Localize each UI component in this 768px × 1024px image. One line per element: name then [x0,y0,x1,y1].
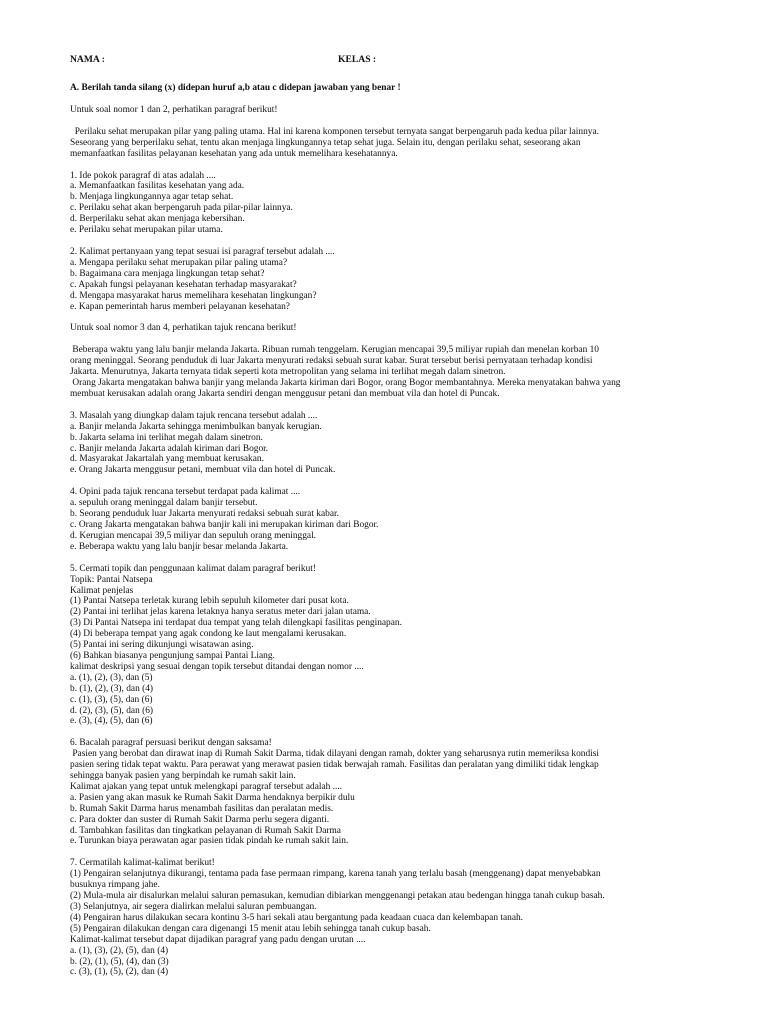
paragraph-1 [70,127,702,160]
answer-option[interactable]: c. Para dokter dan suster di Rumah Sakit Darma perlu segera diganti. [70,814,330,825]
answer-option[interactable]: b. Menjaga lingkungannya agar tetap sehat. [70,192,234,203]
paragraph-line: Jakarta. Menurutnya, Jakarta ternyata tidak seperti kota metropolitan yang selama ini terlihat megah dalam sinetron. [70,367,506,378]
answer-option[interactable]: a. Banjir melanda Jakarta sehingga menimbulkan banyak kerugian. [70,421,322,432]
answer-option[interactable]: d. (2), (3), (5), dan (6) [70,705,154,716]
sentence-item: (3) Di Pantai Natsepa ini terdapat dua tempat yang telah dilengkapi fasilitas penginapan. [70,618,402,629]
subheading: Kalimat penjelas [70,585,134,596]
question-4 [70,487,702,552]
question-stem: 4. Opini pada tajuk rencana tersebut terdapat pada kalimat .... [70,487,301,498]
question-stem: 2. Kalimat pertanyaan yang tepat sesuai isi paragraf tersebut adalah .... [70,246,335,257]
answer-option[interactable]: a. Mengapa perilaku sehat merupakan pilar paling utama? [70,257,288,268]
sentence-item: (4) Di beberapa tempat yang agak condong ke laut mengalami kerusakan. [70,629,347,640]
question-prompt: Kalimat-kalimat tersebut dapat dijadikan paragraf yang padu dengan urutan .... [70,934,366,945]
sentence-item: (4) Pengairan harus dilakukan secara kontinu 3-5 hari sekali atau bergantung pada keadaan cuaca dan kelembapan tanah. [70,912,524,923]
answer-option[interactable]: b. (2), (1), (5), (4), dan (3) [70,956,169,967]
question-1 [70,171,702,236]
intro-3-4: Untuk soal nomor 3 dan 4, perhatikan tajuk rencana berikut! [70,323,297,334]
sentence-item: (2) Pantai ini terlihat jelas karena letaknya hanya seratus meter dari jalan utama. [70,607,371,618]
question-stem: 1. Ide pokok paragraf di atas adalah .... [70,170,216,181]
answer-option[interactable]: e. Perilaku sehat merupakan pilar utama. [70,225,223,236]
sentence-item: (3) Selanjutnya, air segera dialirkan melalui saluran pembuangan. [70,902,317,912]
sentence-item: (5) Pantai ini sering dikunjungi wisatawan asing. [70,640,254,651]
question-stem: 6. Bacalah paragraf persuasi berikut dengan saksama! [70,738,272,749]
paragraph-line: Seseorang yang berperilaku sehat, tentu akan menjaga lingkungannya tetap sehat juga. Selain itu, dengan perilaku sehat, seseorang akan [70,137,581,148]
question-6 [70,738,702,847]
answer-option[interactable]: d. Berperilaku sehat akan menjaga kebersihan. [70,214,245,225]
answer-option[interactable]: e. Beberapa waktu yang lalu banjir besar melanda Jakarta. [70,541,289,552]
answer-option[interactable]: e. Turunkan biaya perawatan agar pasien tidak pindah ke rumah sakit lain. [70,836,349,847]
answer-option[interactable]: d. Kerugian mencapai 39,5 miliyar dan sepuluh orang meninggal. [70,530,317,541]
instruction: A. Berilah tanda silang (x) didepan huruf a,b atau c didepan jawaban yang benar ! [70,83,401,93]
answer-option[interactable]: d. Mengapa masyarakat harus memelihara kesehatan lingkungan? [70,290,317,301]
answer-option[interactable]: c. Banjir melanda Jakarta adalah kiriman dari Bogor. [70,443,269,454]
question-stem: 3. Masalah yang diungkap dalam tajuk rencana tersebut adalah .... [70,410,318,421]
answer-option[interactable]: a. (1), (3), (2), (5), dan (4) [70,945,169,956]
question-2 [70,247,702,312]
answer-option[interactable]: d. Tambahkan fasilitas dan tingkatkan pelayanan di Rumah Sakit Darma [70,825,341,836]
nama-label: NAMA : [70,54,105,65]
question-stem: 7. Cermatilah kalimat-kalimat berikut! [70,858,215,869]
answer-option[interactable]: a. sepuluh orang meninggal dalam banjir tersebut. [70,498,258,509]
answer-option[interactable]: c. (3), (1), (5), (2), dan (4) [70,967,169,978]
student-header [70,55,702,69]
kelas-label: KELAS : [338,54,377,65]
answer-option[interactable]: b. (1), (2), (3), dan (4) [70,683,154,694]
paragraph-line: Beberapa waktu yang lalu banjir melanda Jakarta. Ribuan rumah tenggelam. Kerugian mencapai 39,5 miliyar rupiah dan menelan korban 10 [70,345,599,356]
question-5 [70,564,702,728]
sentence-item: busuknya rimpang jahe. [70,880,160,891]
paragraph-line: sehingga banyak pasien yang berpindah ke rumah sakit lain. [70,771,296,782]
sentence-item: (2) Mula-mula air disalurkan melalui saluran pemasukan, kemudian dibiarkan menggenangi petakan atau bedengan hingga tanah cukup basah. [70,891,605,902]
worksheet-page [70,55,702,978]
answer-option[interactable]: e. (3), (4), (5), dan (6) [70,716,153,727]
paragraph-line: membuat kerusakan adalah orang Jakarta sendiri dengan menggusur petani dan membuat vila dan hotel di Puncak. [70,388,500,399]
sentence-item: (1) Pantai Natsepa terletak kurang lebih sepuluh kilometer dari pusat kota. [70,596,349,607]
answer-option[interactable]: a. (1), (2), (3), dan (5) [70,672,153,683]
question-7 [70,858,702,978]
question-prompt: Kalimat ajakan yang tepat untuk melengkapi paragraf tersebut adalah .... [70,781,343,792]
sentence-item: (6) Bahkan biasanya pengunjung sampai Pantai Liang. [70,650,275,661]
sentence-item: (1) Pengairan selanjutnya dikurangi, tentama pada fase permaan rimpang, karena tanah yang terlalu basah (menggenang) dapat menyebabkan [70,869,601,880]
answer-option[interactable]: a. Memanfaatkan fasilitas kesehatan yang ada. [70,181,245,192]
intro-1-2: Untuk soal nomor 1 dan 2, perhatikan paragraf berikut! [70,104,278,115]
answer-option[interactable]: b. Rumah Sakit Darma harus menambah fasilitas dan peralatan medis. [70,803,334,814]
question-prompt: kalimat deskripsi yang sesuai dengan topik tersebut ditandai dengan nomor .... [70,661,364,672]
answer-option[interactable]: c. Apakah fungsi pelayanan kesehatan terhadap masyarakat? [70,279,297,290]
sentence-item: (5) Pengairan dilakukan dengan cara digenangi 15 menit atau lebih sehingga tanah cukup basah. [70,923,431,934]
paragraph-2 [70,345,702,400]
paragraph-line: pasien sering tidak tepat waktu. Para perawat yang merawat pasien tidak berwajah ramah. Fasilitas dan peralatan yang dimiliki tidak lengkap [70,760,599,771]
question-stem: 5. Cermati topik dan penggunaan kalimat dalam paragraf berikut! [70,563,317,574]
answer-option[interactable]: d. Masyarakat Jakartalah yang membuat kerusakan. [70,454,264,465]
answer-option[interactable]: e. Orang Jakarta menggusur petani, membuat vila dan hotel di Puncak. [70,465,336,476]
question-3 [70,411,702,476]
paragraph-line: Perilaku sehat merupakan pilar yang paling utama. Hal ini karena komponen tersebut ternyata sangat berpengaruh pada kedua pilar lainnya. [70,126,599,137]
answer-option[interactable]: b. Bagaimana cara menjaga lingkungan tetap sehat? [70,268,265,279]
answer-option[interactable]: c. Perilaku sehat akan berpengaruh pada pilar-pilar lainnya. [70,203,293,214]
answer-option[interactable]: b. Seorang penduduk luar Jakarta menyurati redaksi sebuah surat kabar. [70,509,339,520]
paragraph-line: Pasien yang berobat dan dirawat inap di Rumah Sakit Darma, tidak dilayani dengan ramah, dokter yang seharusnya rutin memeriksa kondisi [70,749,600,760]
paragraph-line: orang meninggal. Seorang penduduk di luar Jakarta menyurati redaksi sebuah surat kabar. Surat tersebut berisi pernyataan terhadap kondisi [70,356,593,367]
answer-option[interactable]: b. Jakarta selama ini terlihat megah dalam sinetron. [70,432,263,443]
paragraph-line: memanfaatkan fasilitas pelayanan kesehatan yang ada untuk memelihara kesehatannya. [70,148,398,159]
answer-option[interactable]: c. Orang Jakarta mengatakan bahwa banjir kali ini merupakan kiriman dari Bogor. [70,520,379,530]
answer-option[interactable]: e. Kapan pemerintah harus memberi pelayanan kesehatan? [70,301,290,312]
answer-option[interactable]: a. Pasien yang akan masuk ke Rumah Sakit Darma hendaknya berpikir dulu [70,792,355,803]
answer-option[interactable]: c. (1), (3), (5), dan (6) [70,694,153,705]
paragraph-line: Orang Jakarta mengatakan bahwa banjir yang melanda Jakarta kiriman dari Bogor, orang Bogor membantahnya. Mereka menyatakan bahwa yang [70,378,621,389]
topic-line: Topik: Pantai Natsepa [70,574,153,585]
